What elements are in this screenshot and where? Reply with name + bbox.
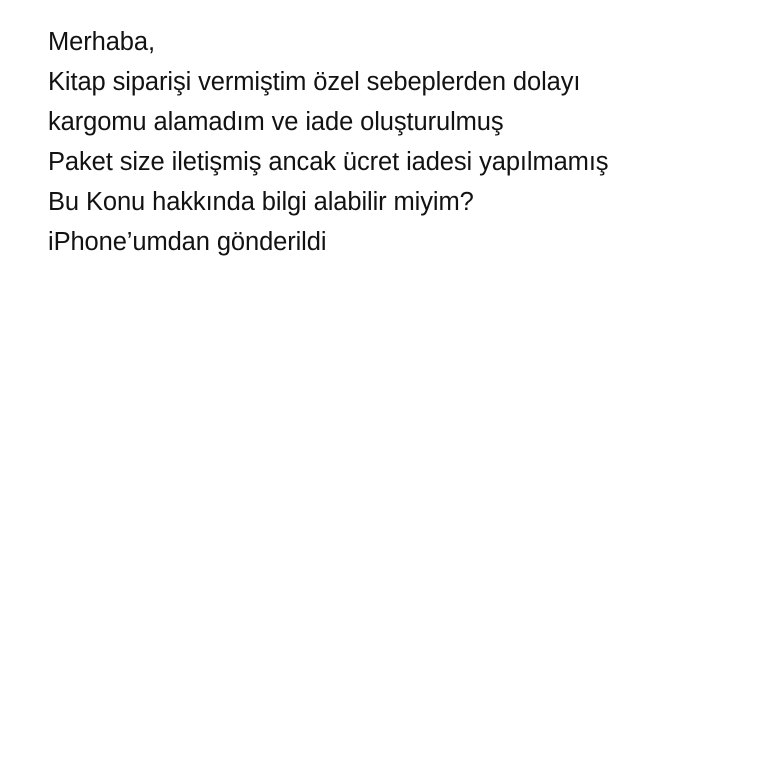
message-line-2: kargomu alamadım ve iade oluşturulmuş: [48, 108, 504, 136]
message-body: [48, 22, 720, 262]
message-line-4: Bu Konu hakkında bilgi alabilir miyim?: [48, 188, 474, 216]
message-line-3: Paket size iletişmiş ancak ücret iadesi yapılmamış: [48, 148, 609, 176]
message-line-signature: iPhone’umdan gönderildi: [48, 228, 327, 256]
message-line-1: Kitap siparişi vermiştim özel sebeplerden dolayı: [48, 68, 581, 96]
message-line-greeting: Merhaba,: [48, 28, 155, 56]
